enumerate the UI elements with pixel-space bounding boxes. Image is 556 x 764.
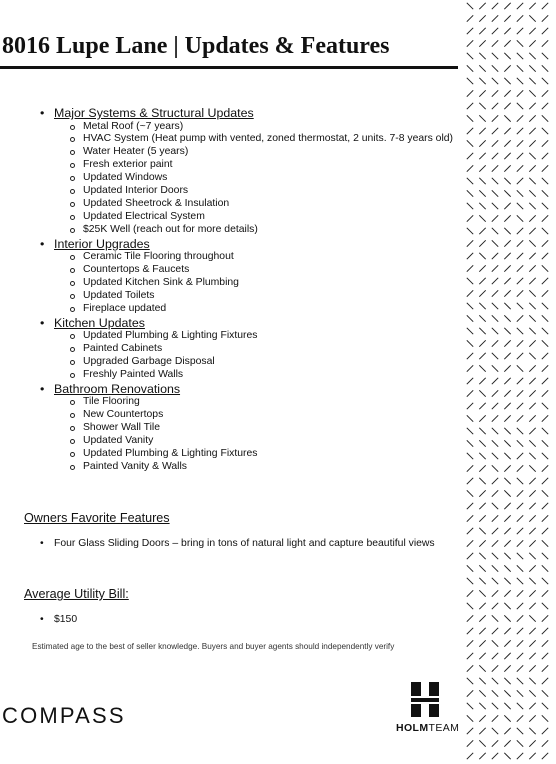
disclaimer: Estimated age to the best of seller knowledge. Buyers and buyer agents should independently verify <box>32 642 395 651</box>
section <box>40 106 460 237</box>
list-item <box>70 133 460 146</box>
list-item-text: Updated Vanity <box>83 435 154 447</box>
holm-team-logo-icon <box>411 682 439 717</box>
circle-bullet-icon <box>70 202 75 207</box>
circle-bullet-icon <box>70 163 75 168</box>
list-item-text: Updated Kitchen Sink & Plumbing <box>83 276 239 288</box>
updates-list-container <box>40 106 460 474</box>
circle-bullet-icon <box>70 176 75 181</box>
section-label: Bathroom Renovations <box>54 381 181 396</box>
bullet-icon: • <box>40 315 45 330</box>
list-item <box>70 435 460 448</box>
list-item-text: Freshly Painted Walls <box>83 368 184 380</box>
list-item-text: Countertops & Faucets <box>83 264 190 276</box>
list-item <box>70 146 460 159</box>
utility-value: $150 <box>54 614 78 625</box>
list-item <box>70 264 460 277</box>
section <box>40 237 460 316</box>
list-item <box>70 159 460 172</box>
circle-bullet-icon <box>70 228 75 233</box>
section <box>40 382 460 474</box>
list-item-text: Fireplace updated <box>83 302 167 314</box>
list-item <box>70 409 460 422</box>
list-item <box>70 211 460 224</box>
favorites-text: Four Glass Sliding Doors – bring in tons of natural light and capture beautiful views <box>54 538 435 549</box>
circle-bullet-icon <box>70 347 75 352</box>
holm-team-wordmark <box>396 722 459 734</box>
list-item-text: Updated Electrical System <box>83 210 205 222</box>
list-item <box>70 396 460 409</box>
list-item-text: Fresh exterior paint <box>83 159 173 171</box>
title-divider <box>0 66 458 69</box>
list-item-text: Shower Wall Tile <box>83 422 160 434</box>
circle-bullet-icon <box>70 150 75 155</box>
list-item-text: Water Heater (5 years) <box>83 146 189 158</box>
list-item <box>70 330 460 343</box>
circle-bullet-icon <box>70 281 75 286</box>
section-label: Major Systems & Structural Updates <box>54 106 254 120</box>
bullet-icon: • <box>40 106 45 120</box>
decorative-line-pattern <box>462 0 556 764</box>
bullet-icon: • <box>40 614 44 625</box>
list-item-text: Updated Interior Doors <box>83 185 189 197</box>
list-item <box>70 251 460 264</box>
list-item-text: HVAC System (Heat pump with vented, zoned thermostat, 2 units. 7-8 years old) <box>83 133 453 145</box>
section-heading <box>40 106 460 121</box>
bullet-icon: • <box>40 538 44 549</box>
list-item <box>70 172 460 185</box>
list-item-text: Updated Toilets <box>83 289 155 301</box>
bullet-icon: • <box>40 236 45 251</box>
circle-bullet-icon <box>70 373 75 378</box>
list-item <box>70 198 460 211</box>
circle-bullet-icon <box>70 307 75 312</box>
circle-bullet-icon <box>70 255 75 260</box>
compass-logo: COMPASS <box>2 703 126 728</box>
circle-bullet-icon <box>70 125 75 130</box>
favorites-heading: Owners Favorite Features <box>24 511 170 525</box>
section-items <box>40 396 460 473</box>
list-item <box>70 303 460 316</box>
list-item <box>70 343 460 356</box>
bullet-icon: • <box>40 381 45 396</box>
circle-bullet-icon <box>70 452 75 457</box>
list-item <box>70 185 460 198</box>
circle-bullet-icon <box>70 215 75 220</box>
list-item-text: Updated Windows <box>83 172 168 184</box>
list-item <box>70 461 460 474</box>
team-name-light: TEAM <box>428 722 460 734</box>
list-item <box>70 369 460 382</box>
section <box>40 316 460 382</box>
list-item <box>70 422 460 435</box>
circle-bullet-icon <box>70 465 75 470</box>
list-item-text: Painted Vanity & Walls <box>83 460 187 472</box>
list-item-text: Updated Plumbing & Lighting Fixtures <box>83 330 258 342</box>
list-item-text: Metal Roof (~7 years) <box>83 120 184 132</box>
team-name-bold: HOLM <box>396 722 429 734</box>
circle-bullet-icon <box>70 439 75 444</box>
circle-bullet-icon <box>70 426 75 431</box>
section-items <box>40 251 460 316</box>
list-item-text: Upgraded Garbage Disposal <box>83 356 215 367</box>
section-items <box>40 330 460 382</box>
list-item <box>70 290 460 303</box>
list-item-text: Ceramic Tile Flooring throughout <box>83 251 234 263</box>
sections-list <box>40 106 460 474</box>
section-heading <box>40 316 460 331</box>
circle-bullet-icon <box>70 360 75 365</box>
circle-bullet-icon <box>70 294 75 299</box>
circle-bullet-icon <box>70 334 75 339</box>
circle-bullet-icon <box>70 189 75 194</box>
list-item <box>70 224 460 237</box>
section-label: Interior Upgrades <box>54 236 150 251</box>
favorites-item <box>40 538 474 551</box>
utility-item <box>40 614 474 627</box>
section-items <box>40 121 460 237</box>
list-item <box>70 121 460 134</box>
list-item-text: Painted Cabinets <box>83 343 163 355</box>
list-item-text: Updated Plumbing & Lighting Fixtures <box>83 447 258 459</box>
section-heading <box>40 382 460 397</box>
list-item-text: Updated Sheetrock & Insulation <box>83 197 230 209</box>
list-item-text: New Countertops <box>83 409 164 421</box>
circle-bullet-icon <box>70 268 75 273</box>
circle-bullet-icon <box>70 413 75 418</box>
list-item <box>70 448 460 461</box>
utility-heading: Average Utility Bill: <box>24 587 129 601</box>
section-heading <box>40 237 460 252</box>
list-item-text: $25K Well (reach out for more details) <box>83 223 258 235</box>
circle-bullet-icon <box>70 400 75 405</box>
section-label: Kitchen Updates <box>54 315 145 330</box>
page-title: 8016 Lupe Lane | Updates & Features <box>2 33 390 59</box>
list-item <box>70 356 460 369</box>
list-item <box>70 277 460 290</box>
circle-bullet-icon <box>70 137 75 142</box>
list-item-text: Tile Flooring <box>83 396 140 408</box>
